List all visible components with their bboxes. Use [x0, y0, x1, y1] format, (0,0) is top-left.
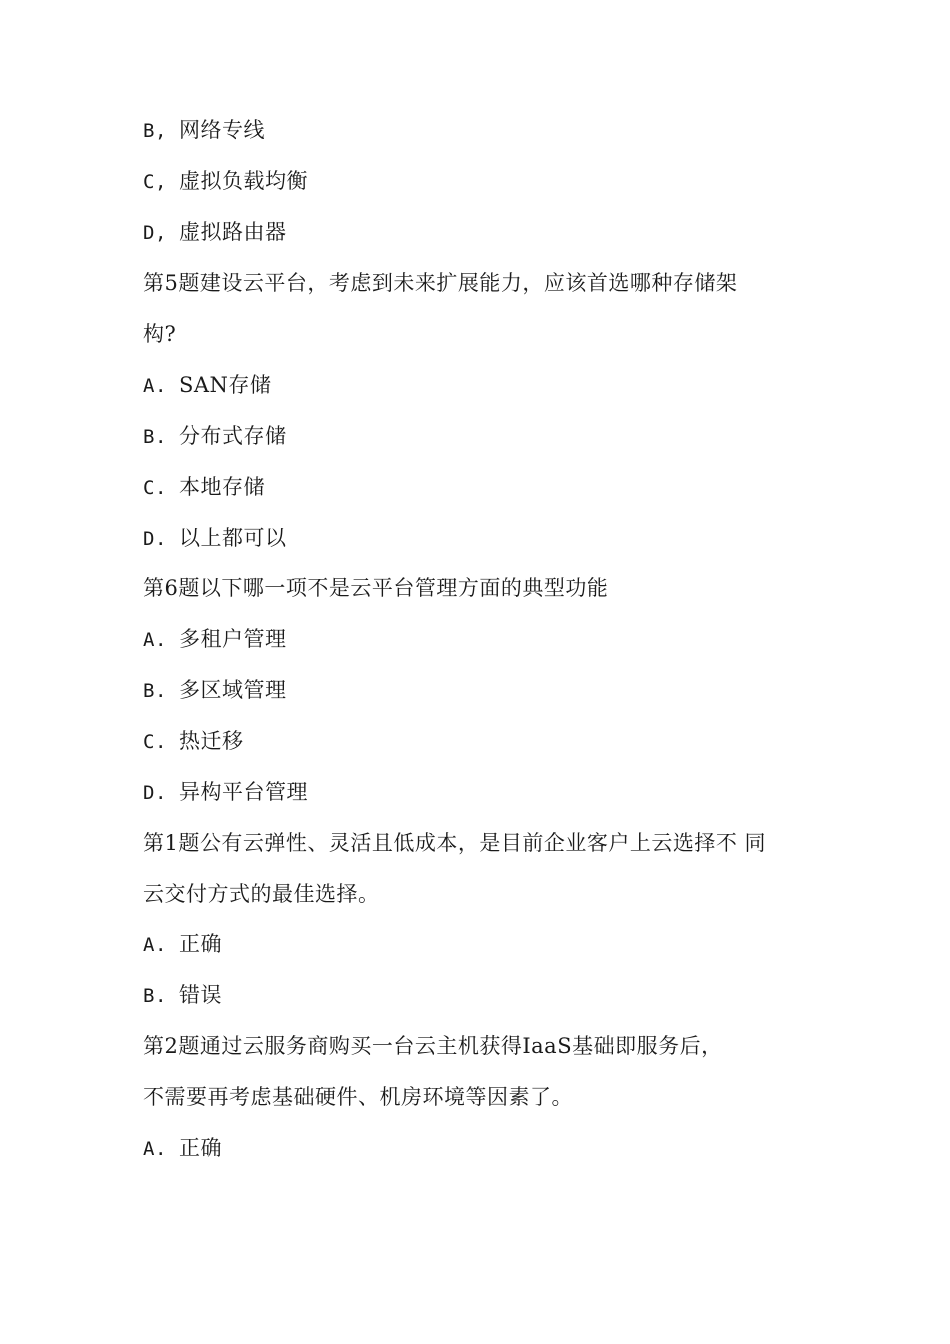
question-line: 第6题以下哪一项不是云平台管理方面的典型功能 [143, 576, 609, 600]
question-line: 云交付方式的最佳选择。 [143, 882, 380, 906]
option-letter: A. [143, 934, 167, 956]
option-line [143, 1133, 222, 1163]
option-letter: C. [143, 477, 167, 499]
option-letter: A. [143, 375, 167, 397]
option-text: 多区域管理 [179, 678, 287, 702]
option-letter: D. [143, 528, 167, 550]
option-text: 以上都可以 [179, 526, 287, 550]
option-line [143, 472, 265, 502]
option-line [143, 624, 287, 654]
question-line: 第5题建设云平台，考虑到未来扩展能力，应该首选哪种存储架 [143, 271, 738, 295]
question-line: 不需要再考虑基础硬件、机房环境等因素了。 [143, 1085, 573, 1109]
option-text: 热迁移 [179, 729, 244, 753]
option-line [143, 166, 308, 196]
option-letter: B. [143, 426, 167, 448]
option-text: 网络专线 [179, 118, 265, 142]
option-line [143, 217, 287, 247]
option-text: SAN存储 [179, 373, 272, 397]
question-line: 构? [143, 322, 177, 346]
option-line [143, 929, 222, 959]
option-line [143, 675, 287, 705]
option-letter: C. [143, 731, 167, 753]
question-line: 第1题公有云弹性、灵活且低成本，是目前企业客户上云选择不 同 [143, 831, 767, 855]
option-letter: B, [143, 120, 167, 142]
option-letter: D, [143, 222, 167, 244]
option-text: 错误 [179, 983, 222, 1007]
option-text: 虚拟负载均衡 [179, 169, 308, 193]
option-text: 正确 [179, 932, 222, 956]
option-text: 多租户管理 [179, 627, 287, 651]
option-letter: A. [143, 1138, 167, 1160]
option-letter: C, [143, 171, 167, 193]
question-line: 第2题通过云服务商购买一台云主机获得IaaS基础即服务后， [143, 1034, 723, 1058]
option-letter: A. [143, 629, 167, 651]
option-line [143, 370, 271, 400]
option-line [143, 523, 287, 553]
option-letter: D. [143, 782, 167, 804]
option-text: 分布式存储 [179, 424, 287, 448]
option-text: 虚拟路由器 [179, 220, 287, 244]
option-letter: B. [143, 985, 167, 1007]
option-text: 异构平台管理 [179, 780, 308, 804]
option-line [143, 115, 265, 145]
option-line [143, 421, 287, 451]
option-line [143, 777, 308, 807]
option-text: 本地存储 [179, 475, 265, 499]
option-text: 正确 [179, 1136, 222, 1160]
option-line [143, 980, 222, 1010]
option-line [143, 726, 244, 756]
option-letter: B. [143, 680, 167, 702]
